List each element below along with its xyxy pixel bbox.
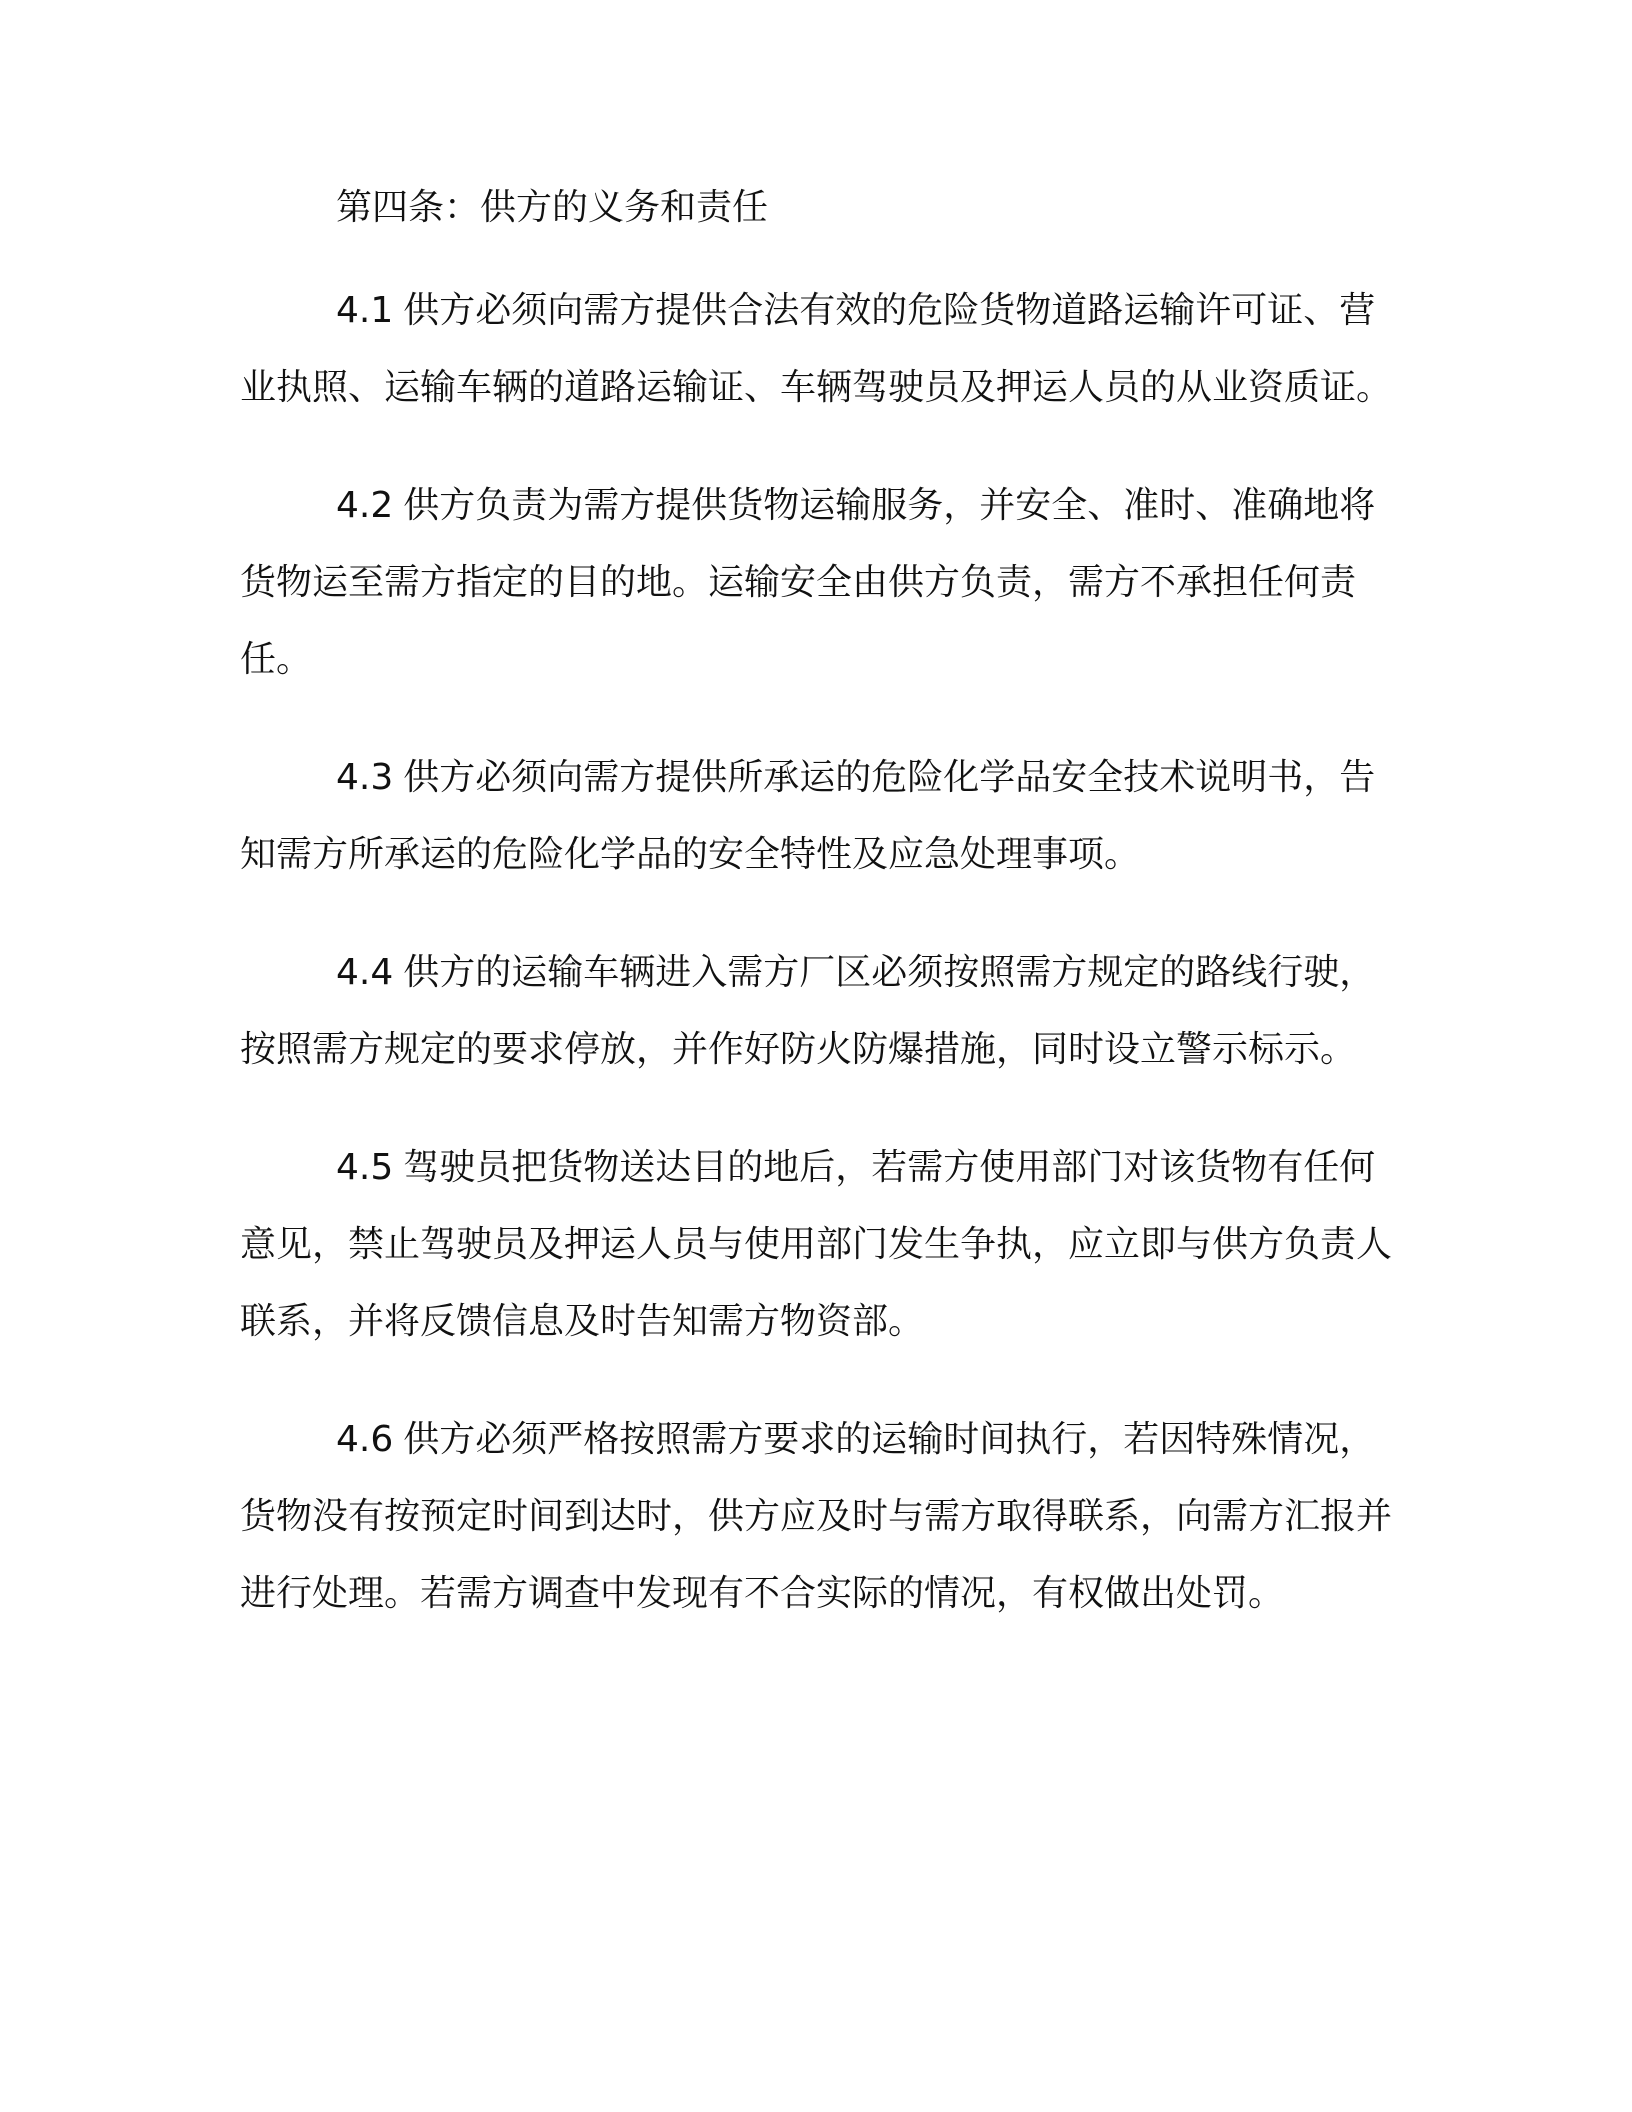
clause-text: 供方必须严格按照需方要求的运输时间执行，若因特殊情况，货物没有按预定时间到达时，供方应及时与需方取得联系，向需方汇报并进行处理。若需方调查中发现有不合实际的情况，有权做出处罚。 — [240, 1419, 1393, 1614]
clause-4-4 — [240, 934, 1400, 1088]
document-body — [240, 188, 1400, 1673]
clause-number: 4.6 — [336, 1419, 394, 1460]
clause-text: 供方的运输车辆进入需方厂区必须按照需方规定的路线行驶，按照需方规定的要求停放，并作好防火防爆措施，同时设立警示标示。 — [240, 952, 1376, 1070]
article-heading: 第四条：供方的义务和责任 — [336, 187, 769, 228]
clause-4-1 — [240, 272, 1400, 426]
clause-4-2 — [240, 467, 1400, 698]
clause-text: 供方必须向需方提供所承运的危险化学品安全技术说明书，告知需方所承运的危险化学品的安全特性及应急处理事项。 — [240, 757, 1376, 875]
clause-number: 4.2 — [336, 485, 394, 526]
clause-number: 4.1 — [336, 290, 394, 331]
clause-4-6 — [240, 1401, 1400, 1632]
clause-number: 4.5 — [336, 1147, 394, 1188]
clause-4-3 — [240, 739, 1400, 893]
clause-number: 4.3 — [336, 757, 394, 798]
clause-4-5 — [240, 1129, 1400, 1360]
clause-text: 驾驶员把货物送达目的地后，若需方使用部门对该货物有任何意见，禁止驾驶员及押运人员与使用部门发生争执，应立即与供方负责人联系，并将反馈信息及时告知需方物资部。 — [240, 1147, 1393, 1342]
clause-text: 供方负责为需方提供货物运输服务，并安全、准时、准确地将货物运至需方指定的目的地。运输安全由供方负责，需方不承担任何责任。 — [240, 485, 1376, 680]
clause-number: 4.4 — [336, 952, 394, 993]
clause-text: 供方必须向需方提供合法有效的危险货物道路运输许可证、营业执照、运输车辆的道路运输证、车辆驾驶员及押运人员的从业资质证。 — [240, 290, 1393, 408]
